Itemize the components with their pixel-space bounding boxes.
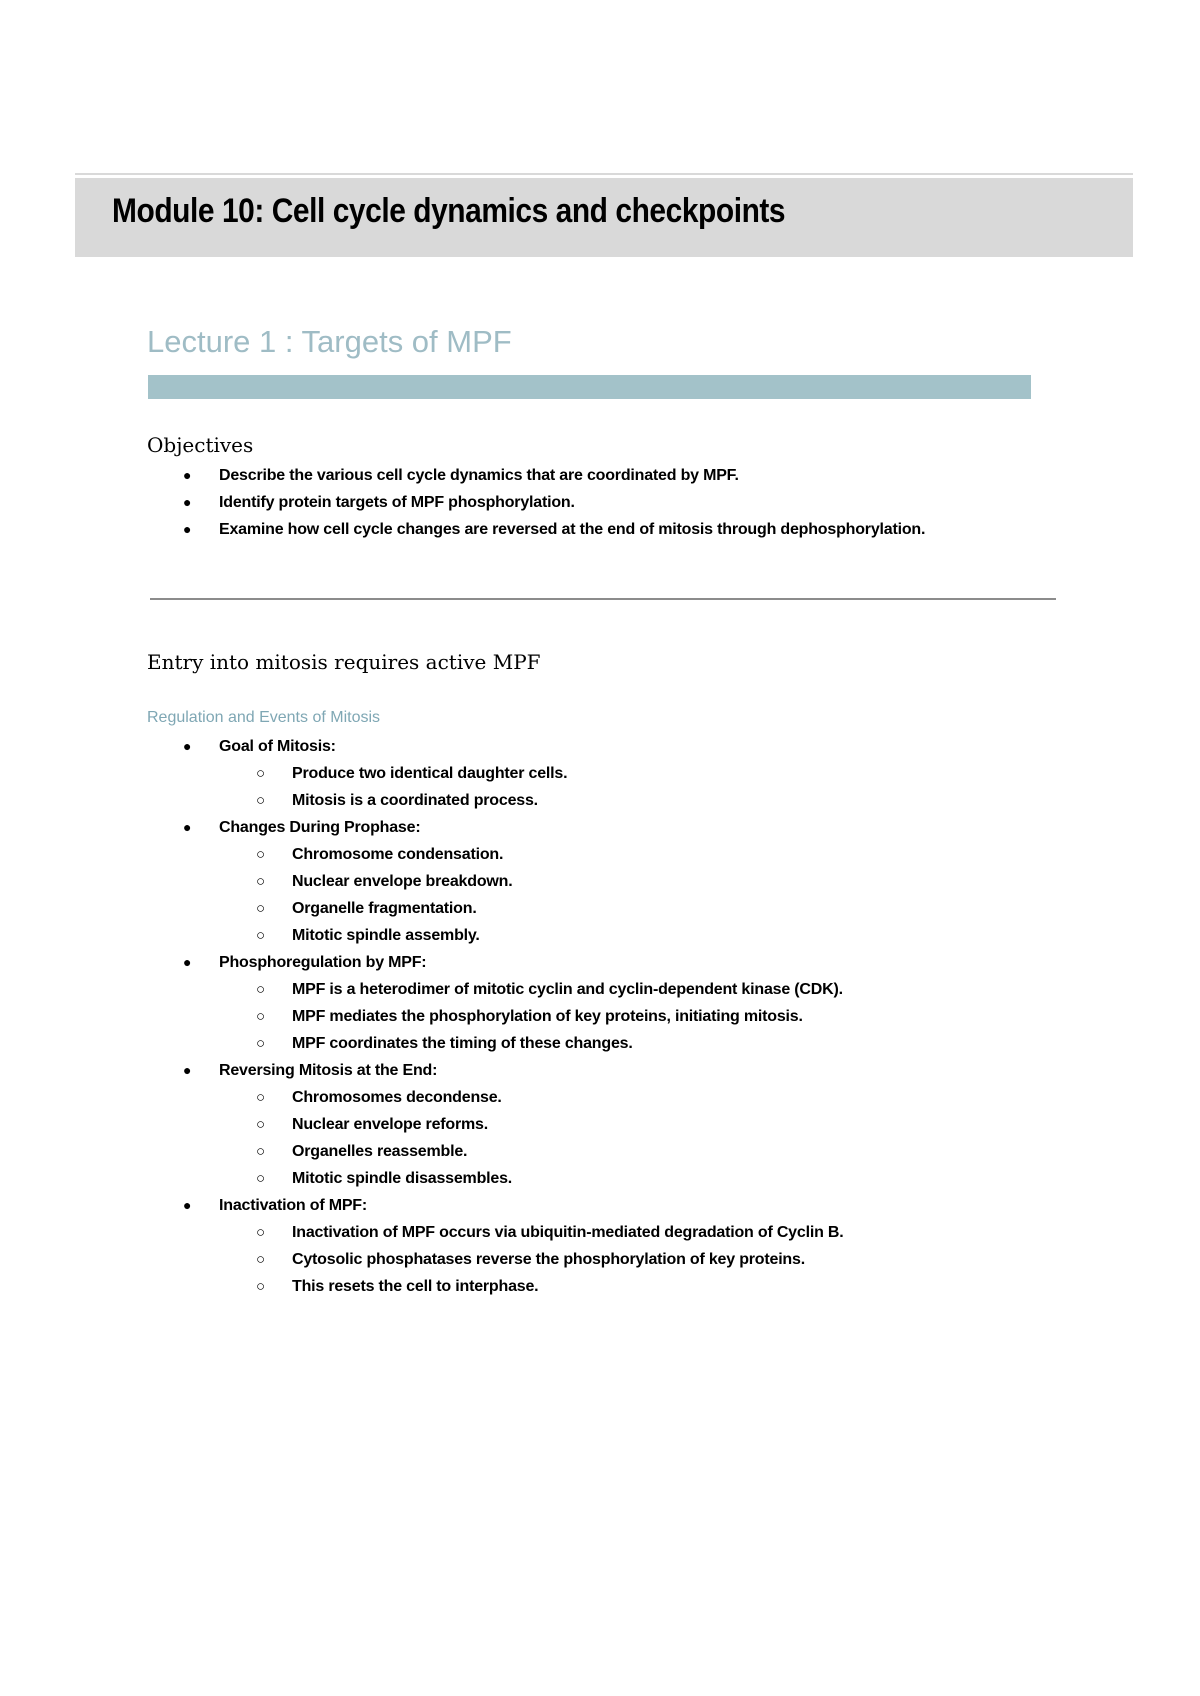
hollow-circle-bullet-icon: ○ xyxy=(256,1170,265,1187)
outline-item: ○ Produce two identical daughter cells. xyxy=(0,760,1200,787)
hollow-circle-bullet-icon: ○ xyxy=(256,1008,265,1025)
hollow-circle-bullet-icon: ○ xyxy=(256,1035,265,1052)
filled-circle-bullet-icon: ● xyxy=(183,1062,192,1078)
outline-item: ○ Nuclear envelope breakdown. xyxy=(0,868,1200,895)
outline-item: ○ Cytosolic phosphatases reverse the phosphorylation of key proteins. xyxy=(0,1246,1200,1273)
hollow-circle-bullet-icon: ○ xyxy=(256,1224,265,1241)
mitosis-outline xyxy=(0,733,1200,1300)
hollow-circle-bullet-icon: ○ xyxy=(256,1278,265,1295)
outline-item: ○ MPF coordinates the timing of these changes. xyxy=(0,1030,1200,1057)
outline-item: ○ MPF mediates the phosphorylation of key proteins, initiating mitosis. xyxy=(0,1003,1200,1030)
objective-item: ● Examine how cell cycle changes are reversed at the end of mitosis through dephosphorylation. xyxy=(0,516,1200,543)
hollow-circle-bullet-icon: ○ xyxy=(256,1143,265,1160)
outline-item: ○ Chromosomes decondense. xyxy=(0,1084,1200,1111)
hollow-circle-bullet-icon: ○ xyxy=(256,765,265,782)
outline-item: ○ Inactivation of MPF occurs via ubiquitin-mediated degradation of Cyclin B. xyxy=(0,1219,1200,1246)
hollow-circle-bullet-icon: ○ xyxy=(256,981,265,998)
outline-item: ○ Chromosome condensation. xyxy=(0,841,1200,868)
outline-group-label: ● Phosphoregulation by MPF: xyxy=(0,949,1200,976)
outline-item: ○ Mitosis is a coordinated process. xyxy=(0,787,1200,814)
outline-item: ○ This resets the cell to interphase. xyxy=(0,1273,1200,1300)
module-banner xyxy=(75,178,1133,257)
filled-circle-bullet-icon: ● xyxy=(183,467,192,483)
section-heading: Entry into mitosis requires active MPF xyxy=(147,650,541,674)
outline-item: ○ Mitotic spindle assembly. xyxy=(0,922,1200,949)
module-title: Module 10: Cell cycle dynamics and checkpoints xyxy=(112,192,786,230)
outline-item: ○ Nuclear envelope reforms. xyxy=(0,1111,1200,1138)
outline-group-label: ● Inactivation of MPF: xyxy=(0,1192,1200,1219)
hollow-circle-bullet-icon: ○ xyxy=(256,1089,265,1106)
outline-item: ○ MPF is a heterodimer of mitotic cyclin and cyclin-dependent kinase (CDK). xyxy=(0,976,1200,1003)
filled-circle-bullet-icon: ● xyxy=(183,954,192,970)
lecture-title-bar xyxy=(148,375,1031,399)
filled-circle-bullet-icon: ● xyxy=(183,738,192,754)
objectives-list xyxy=(0,462,1200,543)
filled-circle-bullet-icon: ● xyxy=(183,521,192,537)
filled-circle-bullet-icon: ● xyxy=(183,494,192,510)
outline-group-label: ● Goal of Mitosis: xyxy=(0,733,1200,760)
section-subheading: Regulation and Events of Mitosis xyxy=(147,709,381,726)
outline-item: ○ Organelles reassemble. xyxy=(0,1138,1200,1165)
hollow-circle-bullet-icon: ○ xyxy=(256,1251,265,1268)
filled-circle-bullet-icon: ● xyxy=(183,1197,192,1213)
filled-circle-bullet-icon: ● xyxy=(183,819,192,835)
outline-group-label: ● Changes During Prophase: xyxy=(0,814,1200,841)
hollow-circle-bullet-icon: ○ xyxy=(256,792,265,809)
section-divider xyxy=(150,598,1056,600)
top-rule xyxy=(75,173,1133,175)
hollow-circle-bullet-icon: ○ xyxy=(256,927,265,944)
hollow-circle-bullet-icon: ○ xyxy=(256,873,265,890)
outline-group-label: ● Reversing Mitosis at the End: xyxy=(0,1057,1200,1084)
outline-item: ○ Mitotic spindle disassembles. xyxy=(0,1165,1200,1192)
lecture-title: Lecture 1 : Targets of MPF xyxy=(147,324,512,359)
objectives-heading: Objectives xyxy=(147,433,254,457)
hollow-circle-bullet-icon: ○ xyxy=(256,846,265,863)
hollow-circle-bullet-icon: ○ xyxy=(256,900,265,917)
outline-item: ○ Organelle fragmentation. xyxy=(0,895,1200,922)
objective-item: ● Identify protein targets of MPF phosphorylation. xyxy=(0,489,1200,516)
objective-item: ● Describe the various cell cycle dynamics that are coordinated by MPF. xyxy=(0,462,1200,489)
hollow-circle-bullet-icon: ○ xyxy=(256,1116,265,1133)
